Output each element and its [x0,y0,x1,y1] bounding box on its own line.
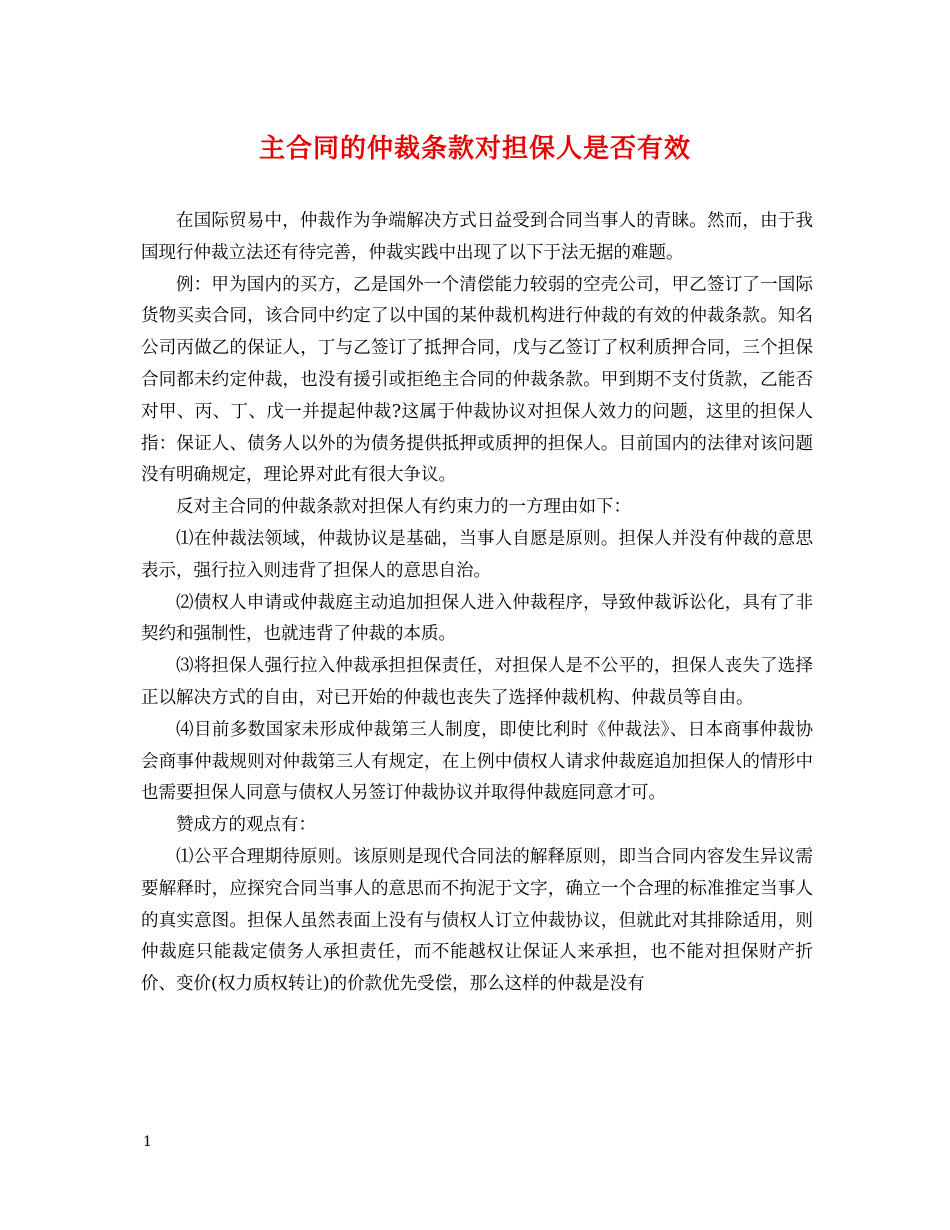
paragraph-opposing-point-3: ⑶将担保人强行拉入仲裁承担担保责任，对担保人是不公平的，担保人丧失了选择正以解决方式的自由，对已开始的仲裁也丧失了选择仲裁机构、仲裁员等自由。 [141,656,813,708]
paragraph-supporting-heading: 赞成方的观点有： [176,815,316,836]
page-number: 1 [143,1134,152,1150]
page-title: 主合同的仲裁条款对担保人是否有效 [258,134,691,164]
paragraph-intro: 在国际贸易中，仲裁作为争端解决方式日益受到合同当事人的青睐。然而，由于我国现行仲裁立法还有待完善，仲裁实践中出现了以下于法无据的难题。 [141,211,813,263]
document-body [141,206,813,1001]
paragraph-supporting-point-1: ⑴公平合理期待原则。该原则是现代合同法的解释原则，即当合同内容发生异议需要解释时，应探究合同当事人的意思而不拘泥于文字，确立一个合理的标准推定当事人的真实意图。担保人虽然表面上没有与债权人订立仲裁协议，但就此对其排除适用，则仲裁庭只能裁定债务人承担责任，而不能越权让保证人来承担，也不能对担保财产折价、变价(权力质权转让)的价款优先受偿，那么这样的仲裁是没有 [141,846,813,995]
paragraph-opposing-point-4: ⑷目前多数国家未形成仲裁第三人制度，即使比利时《仲裁法》、日本商事仲裁协会商事仲裁规则对仲裁第三人有规定，在上例中债权人请求仲裁庭追加担保人的情形中也需要担保人同意与债权人另签订仲裁协议并取得仲裁庭同意才可。 [141,719,813,804]
paragraph-opposing-heading: 反对主合同的仲裁条款对担保人有约束力的一方理由如下： [176,497,631,518]
paragraph-example: 例：甲为国内的买方，乙是国外一个清偿能力较弱的空壳公司，甲乙签订了一国际货物买卖合同，该合同中约定了以中国的某仲裁机构进行仲裁的有效的仲裁条款。知名公司丙做乙的保证人，丁与乙签订了抵押合同，戊与乙签订了权利质押合同，三个担保合同都未约定仲裁，也没有援引或拒绝主合同的仲裁条款。甲到期不支付货款，乙能否对甲、丙、丁、戊一并提起仲裁?这属于仲裁协议对担保人效力的问题，这里的担保人指：保证人、债务人以外的为债务提供抵押或质押的担保人。目前国内的法律对该问题没有明确规定，理论界对此有很大争议。 [141,274,813,486]
paragraph-opposing-point-2: ⑵债权人申请或仲裁庭主动追加担保人进入仲裁程序，导致仲裁诉讼化，具有了非契约和强制性，也就违背了仲裁的本质。 [141,592,813,645]
paragraph-opposing-point-1: ⑴在仲裁法领域，仲裁协议是基础，当事人自愿是原则。担保人并没有仲裁的意思表示，强行拉入则违背了担保人的意思自治。 [141,528,813,581]
